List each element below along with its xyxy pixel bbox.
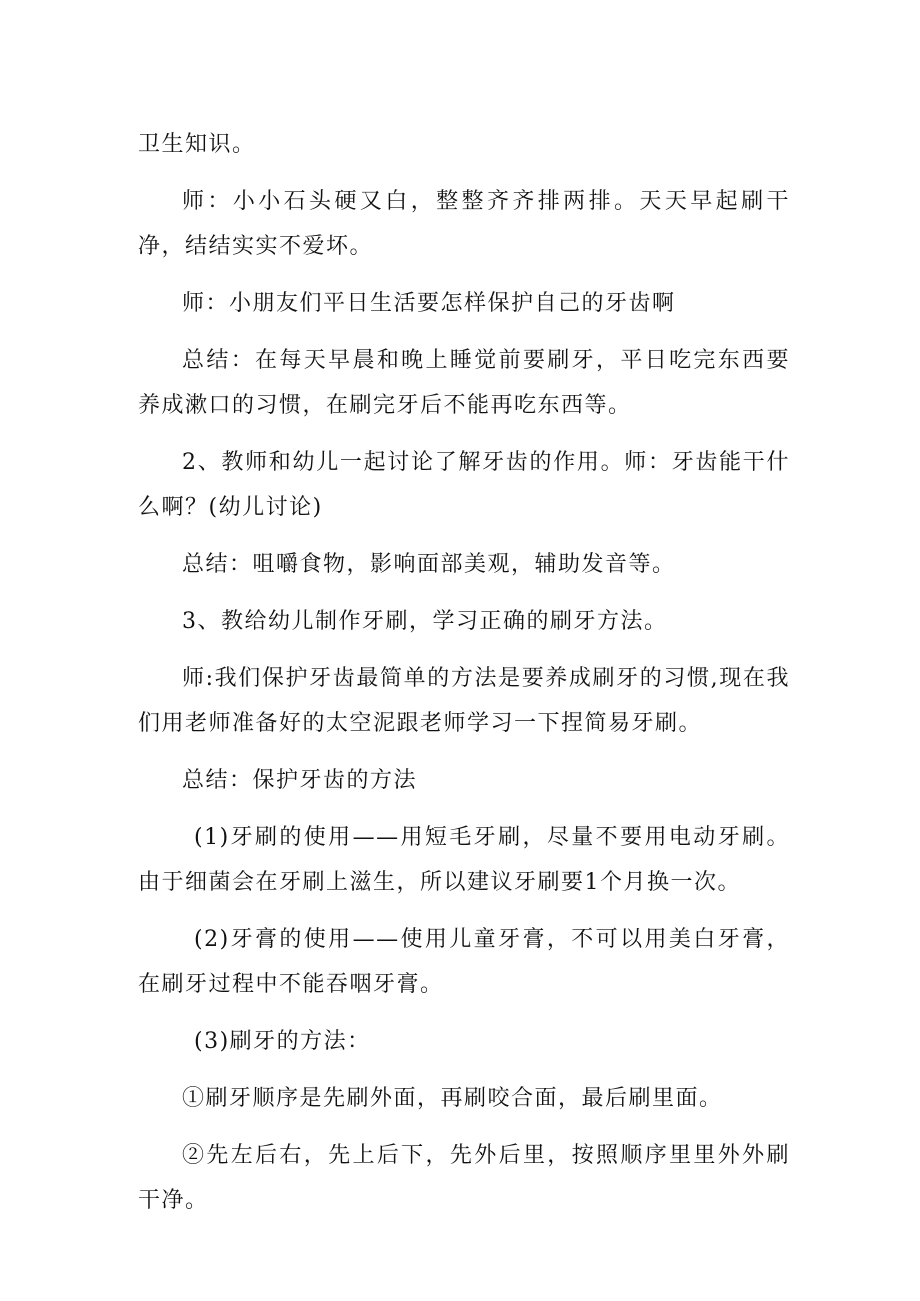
paragraph-teacher-instruction: 师:我们保护牙齿最简单的方法是要养成刷牙的习惯,现在我们用老师准备好的太空泥跟老师学习一下捏简易牙刷。 <box>138 666 790 736</box>
paragraph-circled-2: ②先左后右，先上后下，先外后里，按照顺序里里外外刷干净。 <box>138 1143 790 1213</box>
paragraph-summary-2: 总结：咀嚼食物，影响面部美观，辅助发音等。 <box>182 552 676 577</box>
paragraph-continuation: 卫生知识。 <box>138 132 256 157</box>
paragraph-step-2: 2、教师和幼儿一起讨论了解牙齿的作用。师：牙齿能干什么啊？(幼儿讨论) <box>138 450 790 520</box>
paragraph-summary-1: 总结：在每天早晨和晚上睡觉前要刷牙，平日吃完东西要养成漱口的习惯，在刷完牙后不能再吃东西等。 <box>138 348 790 418</box>
paragraph-item-1: (1)牙刷的使用——用短毛牙刷，尽量不要用电动牙刷。由于细菌会在牙刷上滋生，所以建议牙刷要1个月换一次。 <box>138 825 790 895</box>
document-body <box>138 122 790 1235</box>
paragraph-question: 师：小朋友们平日生活要怎样保护自己的牙齿啊 <box>182 291 676 316</box>
paragraph-step-3: 3、教给幼儿制作牙刷，学习正确的刷牙方法。 <box>182 609 668 634</box>
paragraph-circled-1: ①刷牙顺序是先刷外面，再刷咬合面，最后刷里面。 <box>182 1086 723 1111</box>
paragraph-item-2: (2)牙膏的使用——使用儿童牙膏，不可以用美白牙膏，在刷牙过程中不能吞咽牙膏。 <box>138 927 790 997</box>
paragraph-item-3: (3)刷牙的方法： <box>194 1029 371 1054</box>
paragraph-summary-3: 总结：保护牙齿的方法 <box>182 768 418 793</box>
paragraph-riddle: 师：小小石头硬又白，整整齐齐排两排。天天早起刷干净，结结实实不爱坏。 <box>138 189 790 259</box>
